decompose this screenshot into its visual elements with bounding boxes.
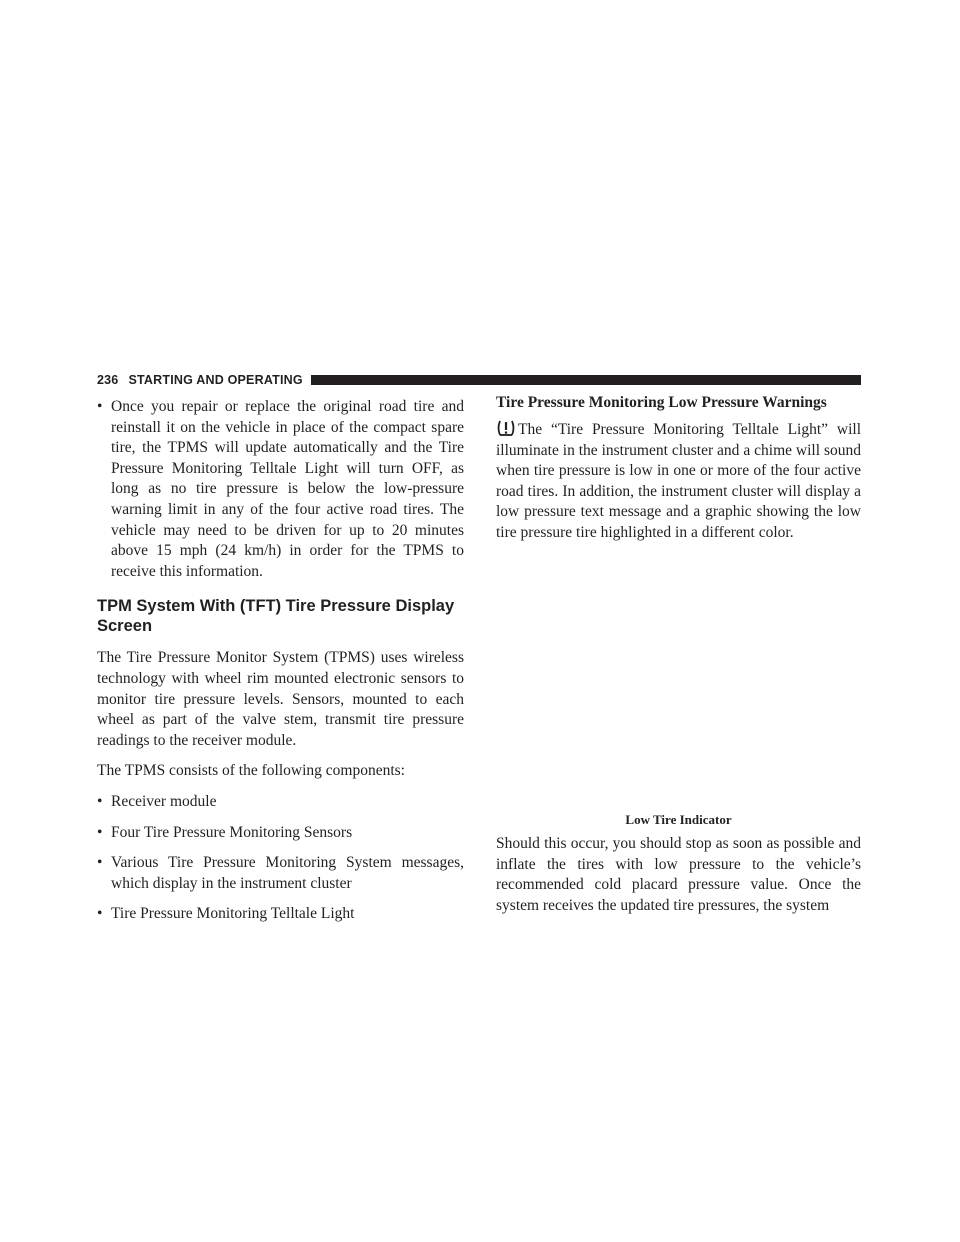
paragraph-text: The “Tire Pressure Monitoring Telltale Light” will illuminate in the instrument cluster and a chime will sound when tire pressure is low in one or more of the four active road tires. In addition, the instrument cluster will display a low pressure text message and a graphic showing the low tire pressure tire highlighted in a different color.: [496, 421, 861, 541]
figure-caption: Low Tire Indicator: [625, 811, 732, 827]
list-item: [97, 904, 464, 925]
list-item-text: Various Tire Pressure Monitoring System messages, which display in the instrument cluster: [111, 854, 464, 892]
page-header: [97, 372, 861, 388]
list-item-text: Receiver module: [111, 792, 217, 810]
bullet-dot: •: [97, 823, 103, 841]
list-item: [97, 823, 464, 844]
list-item-text: Tire Pressure Monitoring Telltale Light: [111, 905, 355, 923]
section-title: STARTING AND OPERATING: [128, 373, 303, 387]
bullet-dot: •: [97, 905, 103, 923]
left-column: [97, 397, 464, 935]
bullet-dot: •: [97, 398, 103, 415]
list-item: [97, 792, 464, 813]
paragraph: Should this occur, you should stop as soon as possible and inflate the tires with low pressure to the vehicle’s recommended cold placard pressure value. Once the system receives the updated tire pressures, the system: [496, 835, 861, 914]
bullet-item: [97, 397, 464, 582]
header-rule: [311, 375, 861, 385]
page-number: 236: [97, 373, 119, 387]
subsection-heading: Tire Pressure Monitoring Low Pressure Warnings: [496, 394, 827, 411]
figure-area: [496, 554, 861, 804]
paragraph: The Tire Pressure Monitor System (TPMS) uses wireless technology with wheel rim mounted electronic sensors to monitor tire pressure levels. Sensors, mounted to each wheel as part of the valve stem, transmit tire pressure readings to the receiver module.: [97, 649, 464, 749]
bullet-dot: •: [97, 792, 103, 810]
bullet-dot: •: [97, 854, 103, 872]
paragraph: The TPMS consists of the following components:: [97, 762, 405, 780]
list-item-text: Four Tire Pressure Monitoring Sensors: [111, 823, 353, 841]
bullet-text: Once you repair or replace the original road tire and reinstall it on the vehicle in place of the compact spare tire, the TPMS will update automatically and the Tire Pressure Monitoring Telltale Light will turn OFF, as long as no tire pressure is below the low-pressure warning limit in any of the four active road tires. The vehicle may need to be driven for up to 20 minutes above 15 mph (24 km/h) in order for the TPMS to receive this information.: [111, 398, 464, 580]
paragraph: [496, 419, 861, 544]
right-column: [496, 393, 861, 927]
section-heading: TPM System With (TFT) Tire Pressure Display Screen: [97, 597, 455, 636]
tire-pressure-warning-icon: [496, 419, 516, 437]
list-item: [97, 853, 464, 894]
